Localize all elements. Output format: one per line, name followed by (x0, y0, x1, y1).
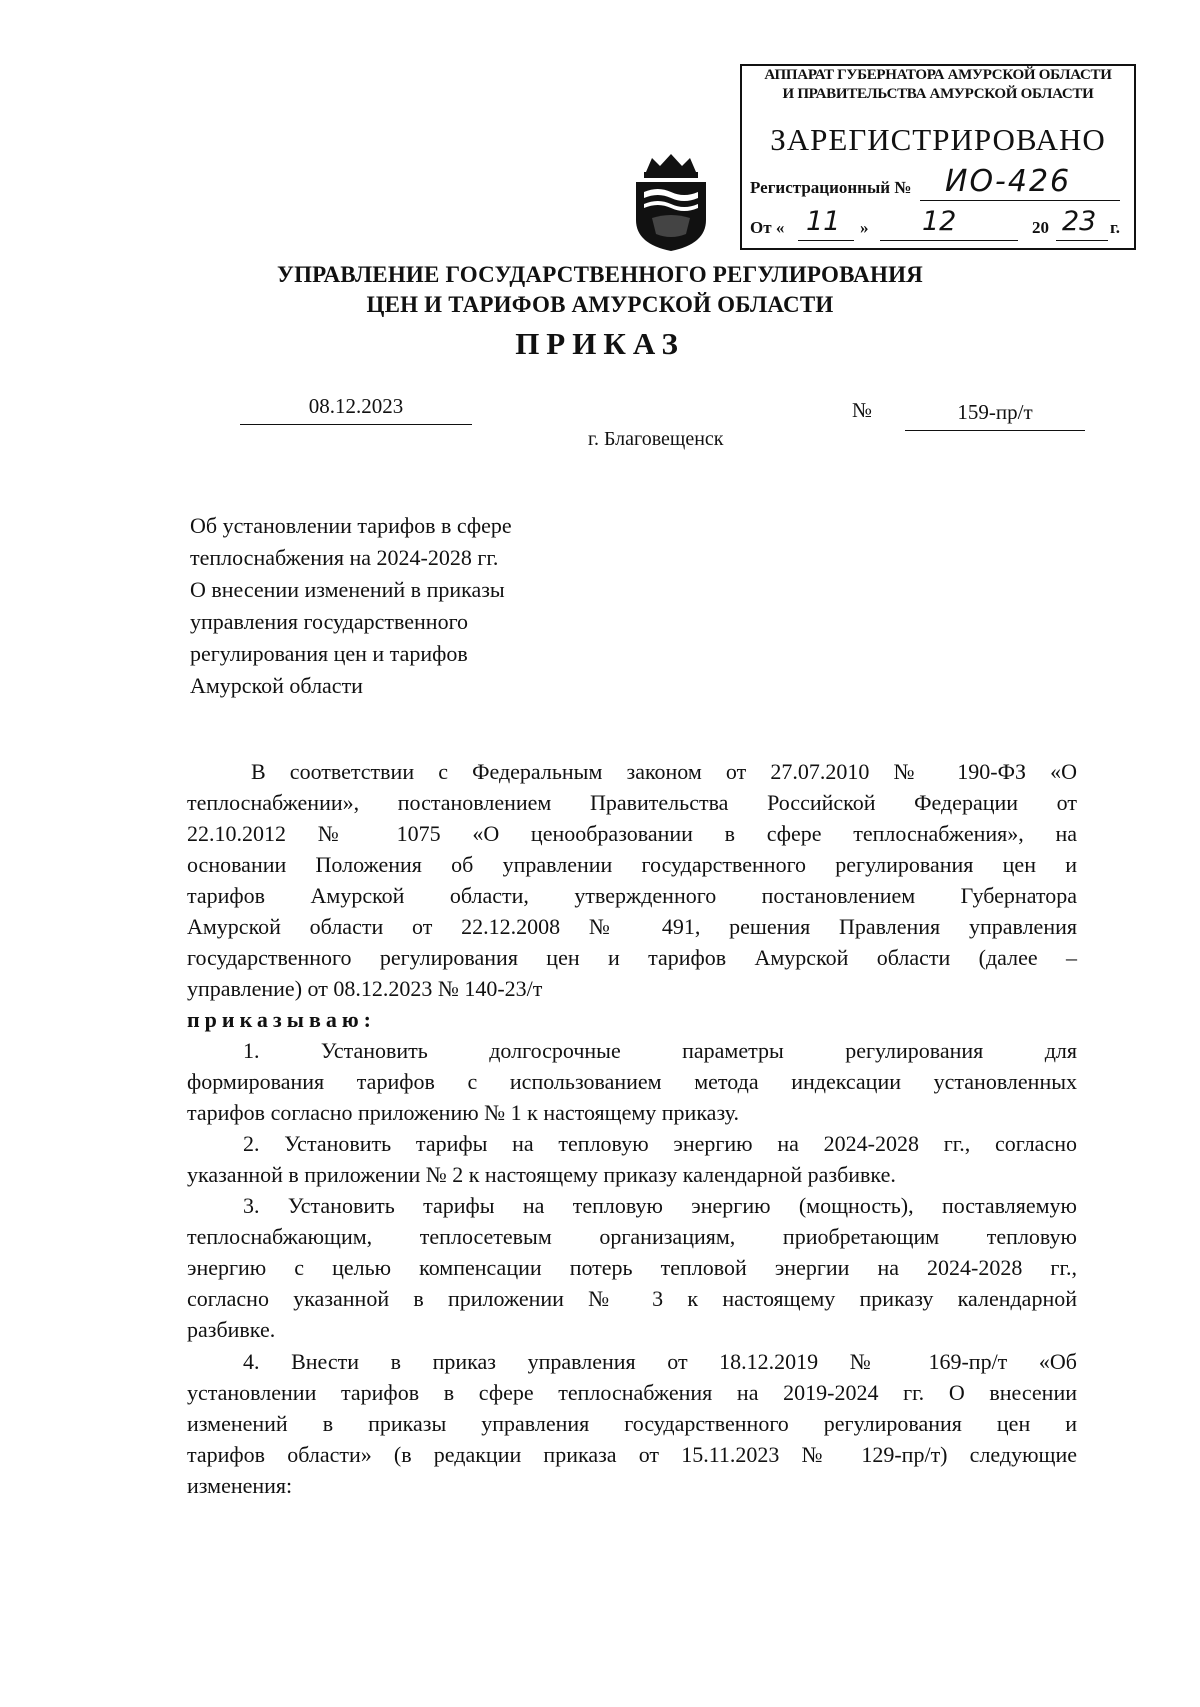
item-3-line: теплоснабжающим, теплосетевым организациям, приобретающим тепловую (187, 1224, 1077, 1249)
stamp-year-underline (1056, 240, 1108, 241)
item-4-line: тарифов области» (в редакции приказа от 15.11.2023 № 129-пр/т) следующие (187, 1442, 1077, 1467)
item-1-paragraph (187, 1035, 1077, 1128)
item-4-paragraph (187, 1346, 1077, 1501)
preamble-line: Амурской области от 22.12.2008 № 491, решения Правления управления (187, 914, 1077, 939)
agency-name-line-1: УПРАВЛЕНИЕ ГОСУДАРСТВЕННОГО РЕГУЛИРОВАНИЯ (277, 262, 923, 287)
order-subject (190, 510, 620, 702)
stamp-date-day: 11 (806, 206, 841, 237)
item-3-line: согласно указанной в приложении № 3 к настоящему приказу календарной (187, 1286, 1077, 1311)
item-2-paragraph (187, 1128, 1077, 1190)
stamp-date-year-unit: г. (1110, 218, 1121, 237)
stamp-month-underline (880, 240, 1018, 241)
stamp-org-line-2: И ПРАВИТЕЛЬСТВА АМУРСКОЙ ОБЛАСТИ (782, 86, 1094, 102)
item-4-line: 4. Внести в приказ управления от 18.12.2019 № 169-пр/т «Об (243, 1349, 1077, 1374)
stamp-org-line-1: АППАРАТ ГУБЕРНАТОРА АМУРСКОЙ ОБЛАСТИ (764, 67, 1112, 83)
stamp-reg-number-underline (920, 200, 1120, 201)
item-3-line: разбивке. (187, 1317, 276, 1342)
subject-line: Амурской области (190, 673, 363, 698)
stamp-registered-label: ЗАРЕГИСТРИРОВАНО (770, 122, 1106, 157)
item-2-line: 2. Установить тарифы на тепловую энергию на 2024-2028 гг., согласно (243, 1131, 1077, 1156)
preamble-line: государственного регулирования цен и тарифов Амурской области (далее – (187, 945, 1077, 970)
stamp-date-year-suffix: 23 (1062, 206, 1097, 237)
stamp-date-month: 12 (922, 206, 957, 237)
preamble-line: тарифов Амурской области, утвержденного постановлением Губернатора (187, 883, 1077, 908)
order-date: 08.12.2023 (240, 394, 472, 425)
subject-line: О внесении изменений в приказы (190, 577, 505, 602)
item-3-line: 3. Установить тарифы на тепловую энергию (мощность), поставляемую (243, 1193, 1077, 1218)
item-1-line: формирования тарифов с использованием метода индексации установленных (187, 1069, 1077, 1094)
stamp-reg-number-value: ИО-426 (945, 164, 1072, 199)
subject-line: управления государственного (190, 609, 469, 634)
preamble-line: теплоснабжении», постановлением Правительства Российской Федерации от (187, 790, 1077, 815)
agency-name-line-2: ЦЕН И ТАРИФОВ АМУРСКОЙ ОБЛАСТИ (366, 292, 834, 317)
stamp-organization (742, 66, 1134, 104)
item-4-line: изменений в приказы управления государственного регулирования цен и (187, 1411, 1077, 1436)
stamp-date-row (750, 206, 1134, 248)
subject-line: Об установлении тарифов в сфере (190, 513, 512, 538)
order-word: приказываю: (187, 1007, 376, 1032)
stamp-reg-number-label: Регистрационный № (750, 178, 912, 197)
preamble-line: В соответствии с Федеральным законом от 27.07.2010 № 190-ФЗ «О (251, 759, 1077, 784)
item-4-line: установлении тарифов в сфере теплоснабжения на 2019-2024 гг. О внесении (187, 1380, 1077, 1405)
preamble-line: основании Положения об управлении государственного регулирования цен и (187, 852, 1077, 877)
registration-stamp (740, 64, 1136, 250)
order-city: г. Благовещенск (588, 428, 724, 450)
item-3-paragraph (187, 1190, 1077, 1345)
stamp-date-close-quote: » (860, 218, 869, 237)
stamp-day-underline (798, 240, 854, 241)
stamp-reg-number-row (750, 164, 1130, 208)
order-number: 159-пр/т (905, 400, 1085, 431)
item-2-line: указанной в приложении № 2 к настоящему приказу календарной разбивке. (187, 1162, 896, 1187)
subject-line: регулирования цен и тарифов (190, 641, 468, 666)
item-3-line: энергию с целью компенсации потерь тепловой энергии на 2024-2028 гг., (187, 1255, 1077, 1280)
item-4-line: изменения: (187, 1473, 293, 1498)
amur-region-coat-of-arms-icon (630, 152, 712, 252)
order-number-label: № (852, 398, 873, 422)
preamble-line: управление) от 08.12.2023 № 140-23/т (187, 976, 543, 1001)
document-type-title: ПРИКАЗ (515, 326, 685, 361)
preamble-paragraph (187, 756, 1077, 1035)
stamp-date-year-prefix: 20 (1032, 218, 1049, 237)
item-1-line: тарифов согласно приложению № 1 к настоящему приказу. (187, 1100, 739, 1125)
subject-line: теплоснабжения на 2024-2028 гг. (190, 545, 499, 570)
item-1-line: 1. Установить долгосрочные параметры регулирования для (243, 1038, 1077, 1063)
preamble-line: 22.10.2012 № 1075 «О ценообразовании в сфере теплоснабжения», на (187, 821, 1077, 846)
stamp-date-from-label: От « (750, 218, 785, 237)
